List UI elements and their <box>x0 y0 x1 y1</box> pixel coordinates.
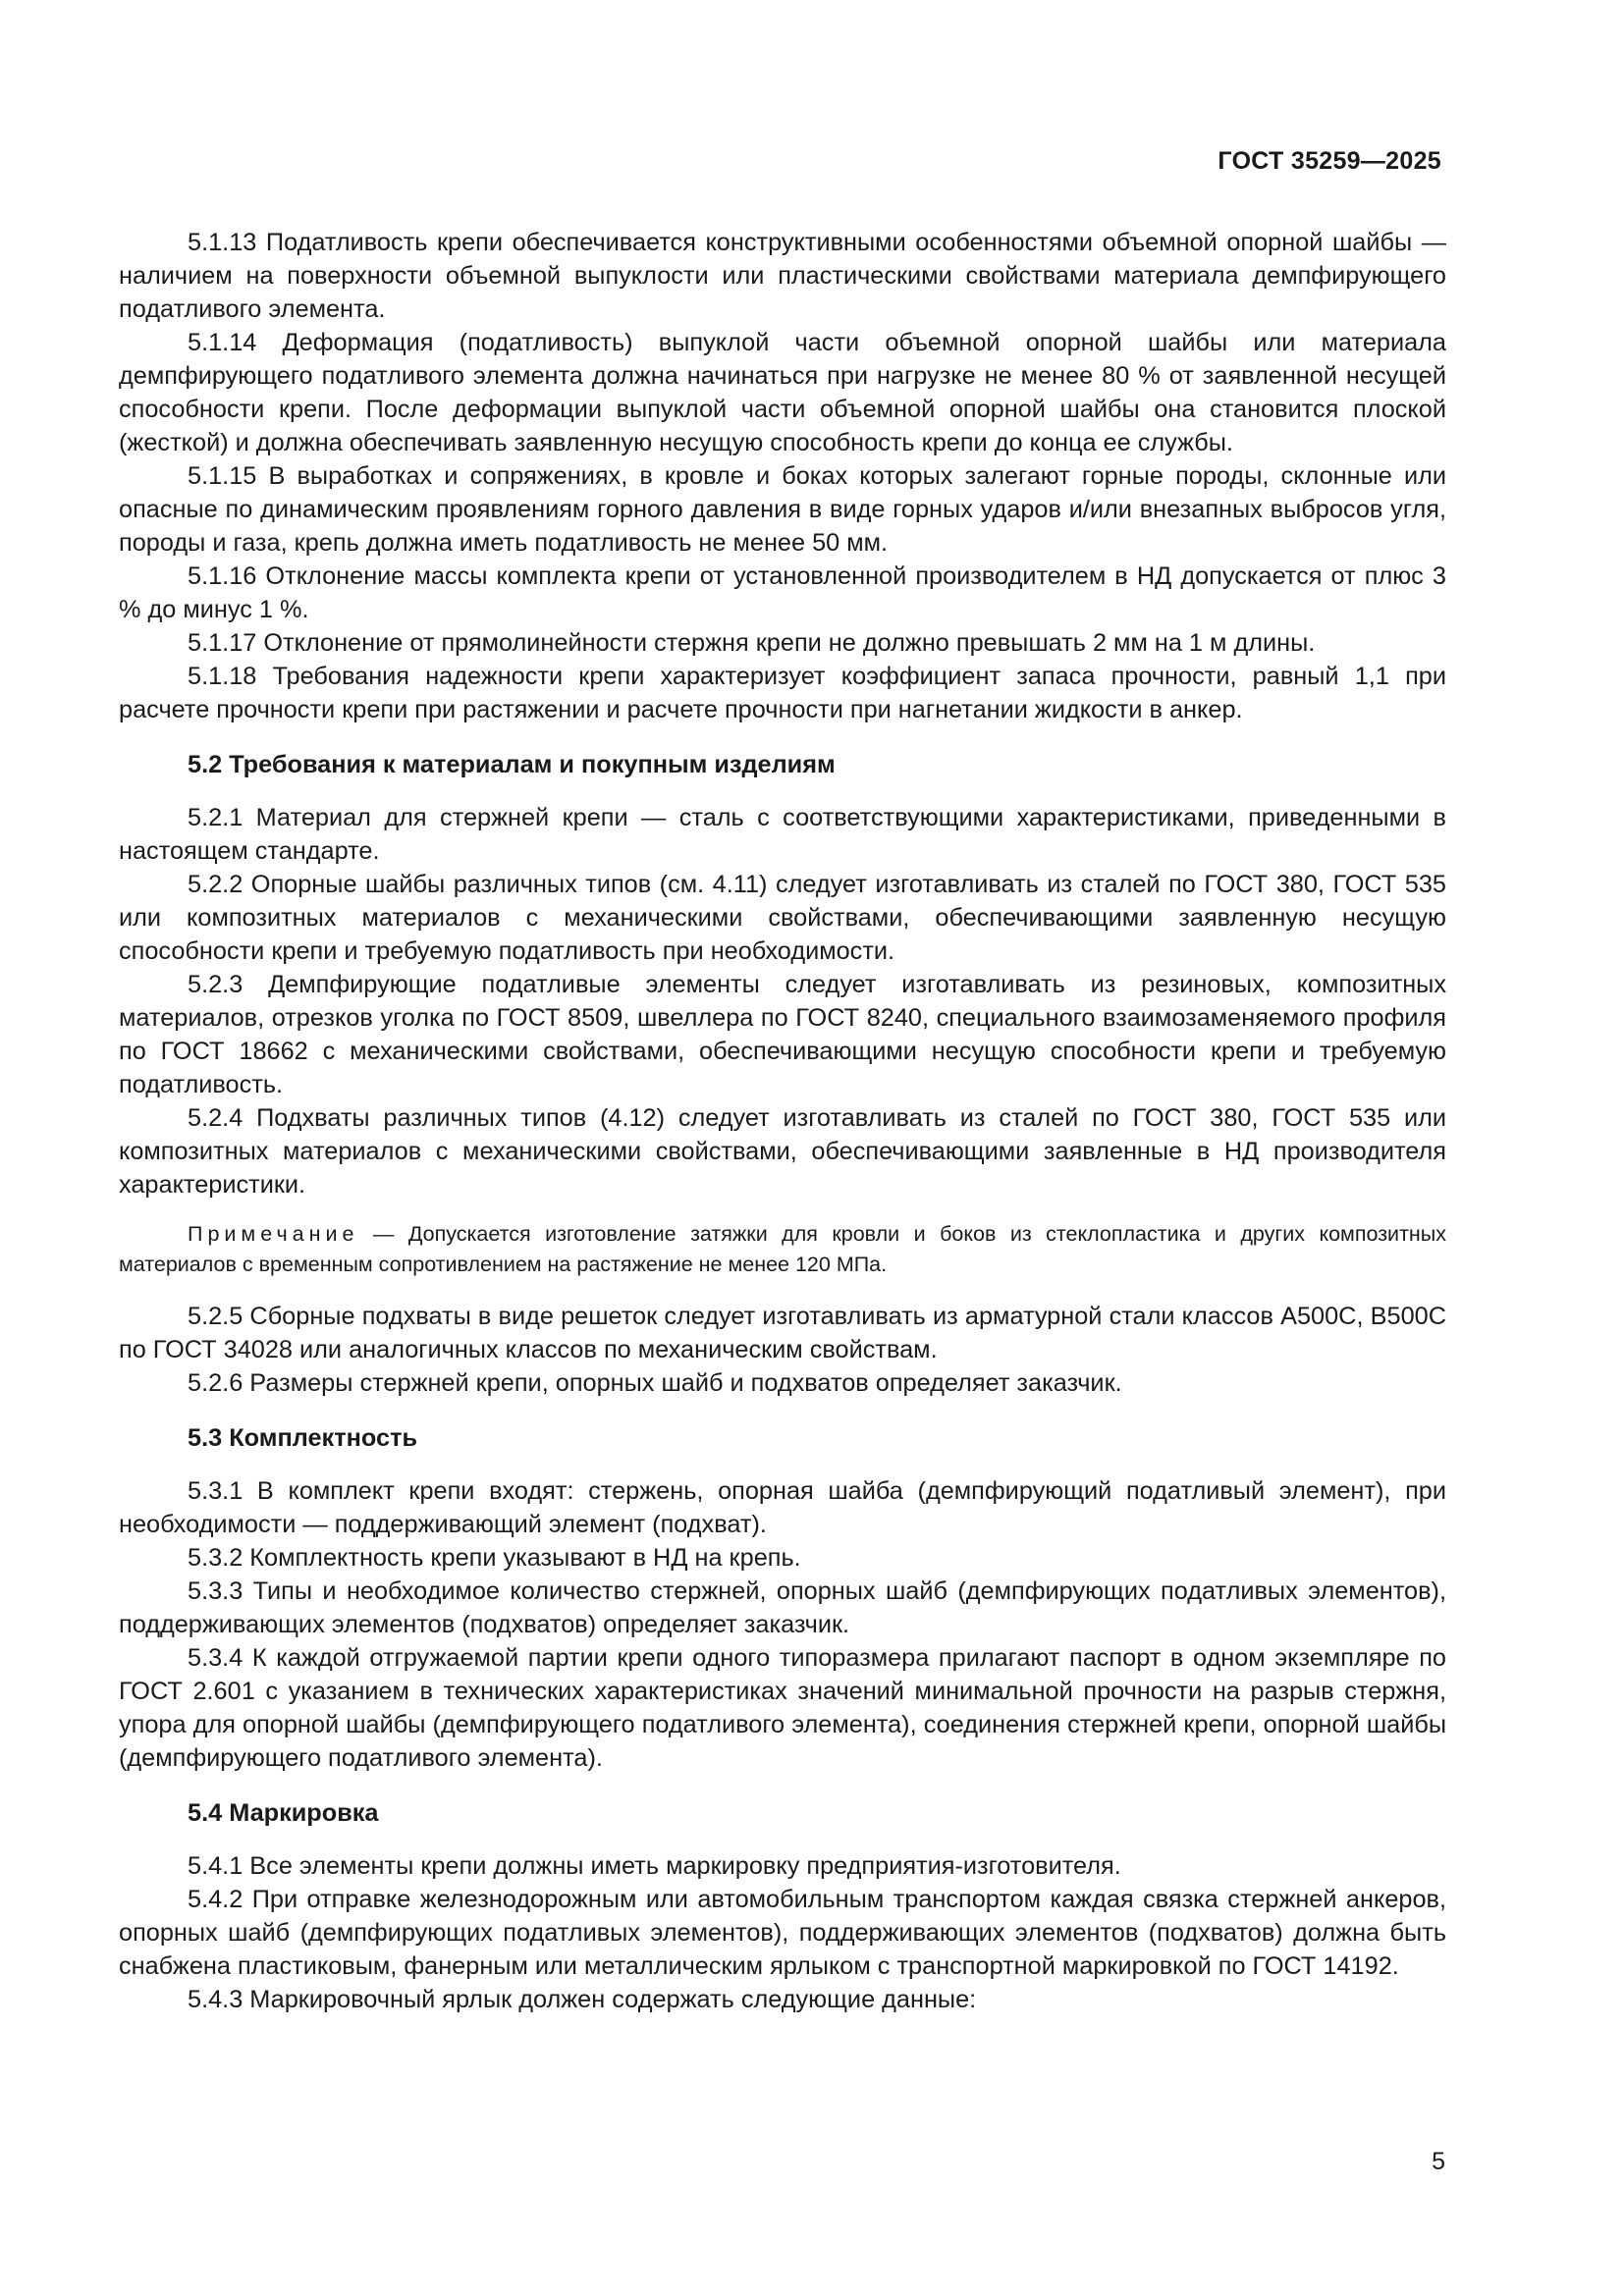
paragraph-5-2-5: 5.2.5 Сборные подхваты в виде решеток следует изготавливать из арматурной стали классов А500С, В500С по ГОСТ 34028 или аналогичных классов по механическим свойствам. <box>119 1303 1446 1363</box>
note <box>119 1219 1446 1280</box>
paragraph-5-2-4: 5.2.4 Подхваты различных типов (4.12) следует изготавливать из сталей по ГОСТ 380, ГОСТ 535 или композитных материалов с механическими свойствами, обеспечивающими заявленные в НД производителя характеристики. <box>119 1104 1446 1199</box>
paragraph-5-1-16: 5.1.16 Отклонение массы комплекта крепи от установленной производителем в НД допускается от плюс 3 % до минус 1 %. <box>119 562 1446 623</box>
paragraph-5-1-18: 5.1.18 Требования надежности крепи характеризует коэффициент запаса прочности, равный 1,1 при расчете прочности крепи при растяжении и расчете прочности при нагнетании жидкости в анкер. <box>119 663 1446 723</box>
paragraph-5-1-14: 5.1.14 Деформация (податливость) выпуклой части объемной опорной шайбы или материала демпфирующего податливого элемента должна начинаться при нагрузке не менее 80 % от заявленной несущей способности крепи. После деформации выпуклой части объемной опорной шайбы она становится плоской (жесткой) и должна обеспечивать заявленную несущую способность крепи до конца ее службы. <box>119 329 1446 456</box>
standard-header: ГОСТ 35259—2025 <box>1218 147 1441 175</box>
paragraph-5-2-1: 5.2.1 Материал для стержней крепи — сталь с соответствующими характеристиками, приведенными в настоящем стандарте. <box>119 804 1446 865</box>
note-label: Примечание <box>188 1222 359 1246</box>
page-number: 5 <box>1432 2148 1445 2175</box>
paragraph-5-4-3: 5.4.3 Маркировочный ярлык должен содержать следующие данные: <box>188 1986 977 2013</box>
paragraph-5-1-17: 5.1.17 Отклонение от прямолинейности стержня крепи не должно превышать 2 мм на 1 м длины. <box>188 629 1316 657</box>
document-body <box>119 226 1446 2016</box>
spacer <box>119 1775 1446 1796</box>
paragraph-5-3-4: 5.3.4 К каждой отгружаемой партии крепи одного типоразмера прилагают паспорт в одном экземпляре по ГОСТ 2.601 с указанием в технических характеристиках значений минимальной прочности на разрыв стержня, упора для опорной шайбы (демпфирующего податливого элемента), соединения стержней крепи, опорной шайбы (демпфирующего податливого элемента). <box>119 1644 1446 1772</box>
paragraph-5-1-15: 5.1.15 В выработках и сопряжениях, в кровле и боках которых залегают горные породы, склонные или опасные по динамическим проявлениям горного давления в виде горных ударов и/или внезапных выбросов угля, породы и газа, крепь должна иметь податливость не менее 50 мм. <box>119 462 1446 557</box>
section-heading-5-4: 5.4 Маркировка <box>188 1799 379 1827</box>
paragraph-5-1-13: 5.1.13 Податливость крепи обеспечивается конструктивными особенностями объемной опорной шайбы — наличием на поверхности объемной выпуклости или пластическими свойствами материала демпфирующего податливого элемента. <box>119 229 1446 323</box>
paragraph-5-4-1: 5.4.1 Все элементы крепи должны иметь маркировку предприятия-изготовителя. <box>188 1852 1121 1880</box>
spacer <box>119 726 1446 748</box>
spacer <box>119 1400 1446 1421</box>
paragraph-5-3-3: 5.3.3 Типы и необходимое количество стержней, опорных шайб (демпфирующих податливых элементов), поддерживающих элементов (подхватов) определяет заказчик. <box>119 1577 1446 1638</box>
paragraph-5-4-2: 5.4.2 При отправке железнодорожным или автомобильным транспортом каждая связка стержней анкеров, опорных шайб (демпфирующих податливых элементов), поддерживающих элементов (подхватов) должна быть снабжена пластиковым, фанерным или металлическим ярлыком с транспортной маркировкой по ГОСТ 14192. <box>119 1886 1446 1980</box>
note-text: — Допускается изготовление затяжки для кровли и боков из стеклопластика и других композитных материалов с временным сопротивлением на растяжение не менее 120 МПа. <box>119 1222 1446 1276</box>
section-heading-5-3: 5.3 Комплектность <box>188 1424 418 1452</box>
paragraph-5-2-6: 5.2.6 Размеры стержней крепи, опорных шайб и подхватов определяет заказчик. <box>188 1369 1122 1397</box>
paragraph-5-2-3: 5.2.3 Демпфирующие податливые элементы следует изготавливать из резиновых, композитных материалов, отрезков уголка по ГОСТ 8509, швеллера по ГОСТ 8240, специального взаимозаменяемого профиля по ГОСТ 18662 с механическими свойствами, обеспечивающими несущую способности крепи и требуемую податливость. <box>119 971 1446 1098</box>
paragraph-5-3-1: 5.3.1 В комплект крепи входят: стержень, опорная шайба (демпфирующий податливый элемент), при необходимости — поддерживающий элемент (подхват). <box>119 1477 1446 1538</box>
section-heading-5-2: 5.2 Требования к материалам и покупным изделиям <box>188 751 836 778</box>
paragraph-5-2-2: 5.2.2 Опорные шайбы различных типов (см. 4.11) следует изготавливать из сталей по ГОСТ 380, ГОСТ 535 или композитных материалов с механическими свойствами, обеспечивающими заявленную несущую способности крепи и требуемую податливость при необходимости. <box>119 871 1446 965</box>
paragraph-5-3-2: 5.3.2 Комплектность крепи указывают в НД на крепь. <box>188 1544 801 1572</box>
